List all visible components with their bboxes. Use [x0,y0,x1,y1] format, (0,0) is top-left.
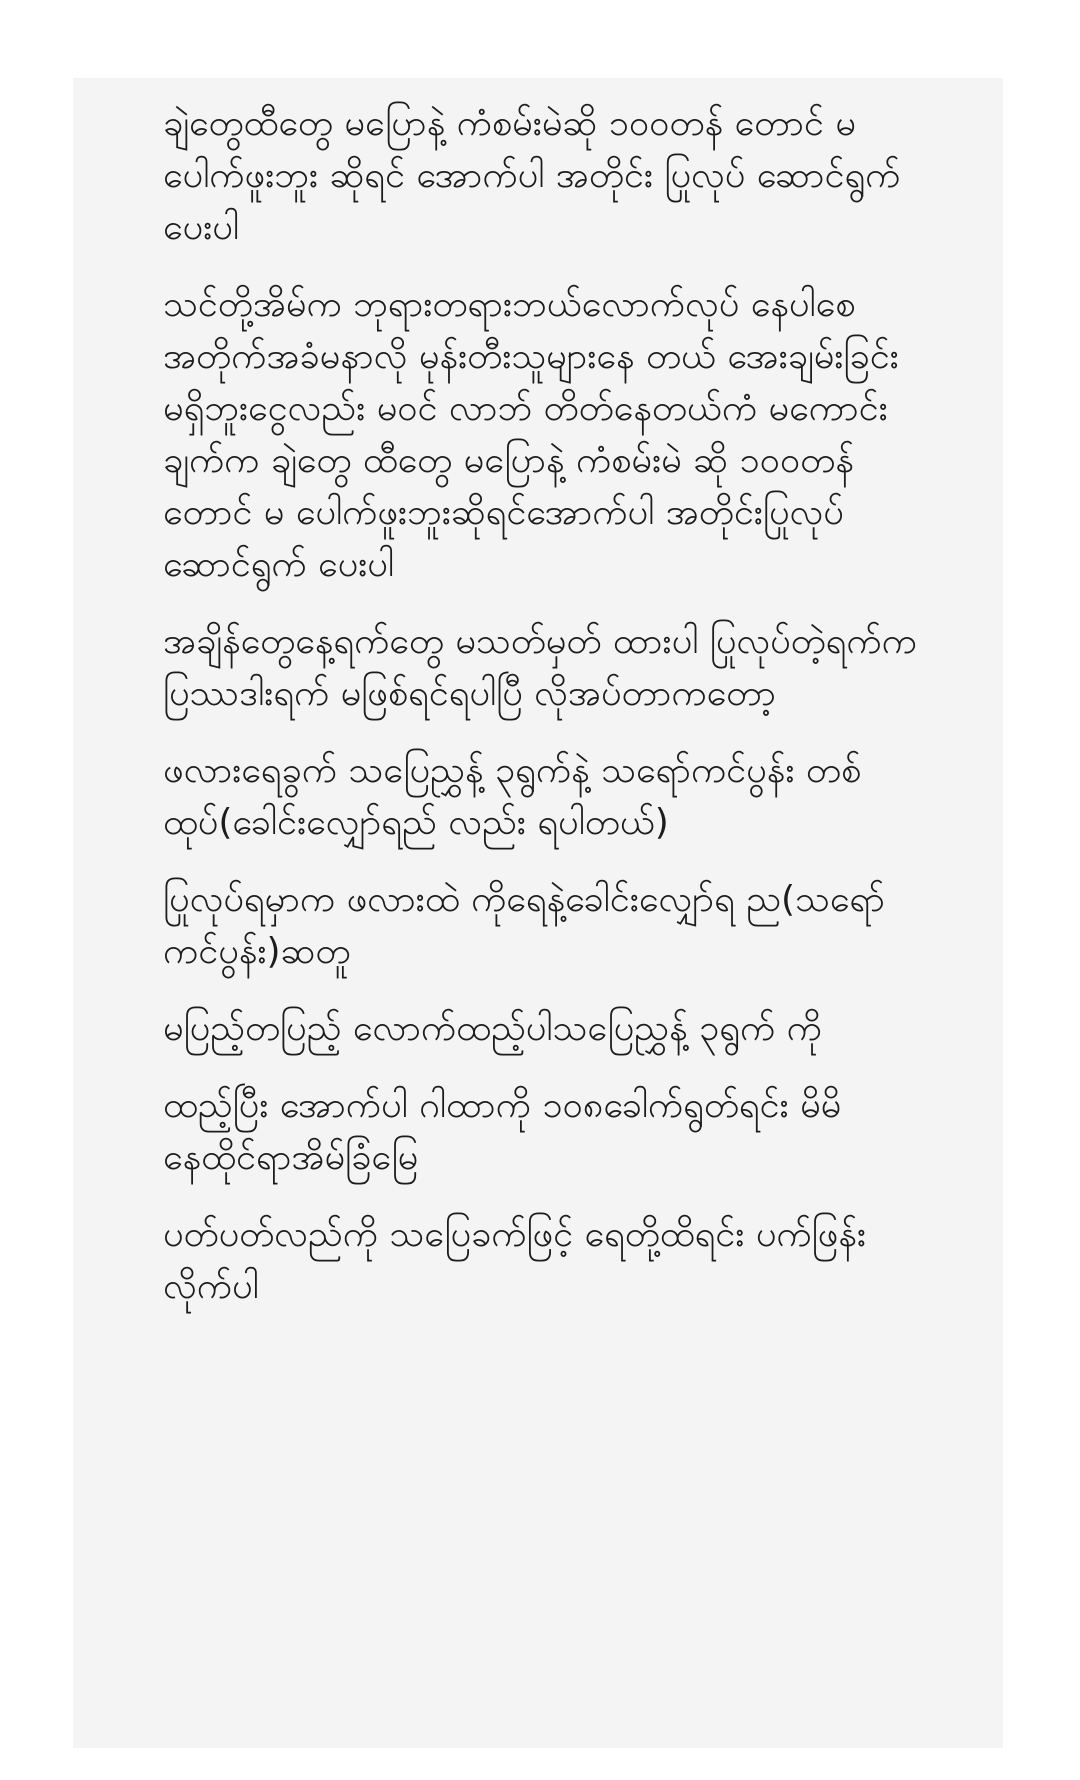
paragraph-4: ဖလားရေခွက် သပြေညွှန့် ၃ရွက်နဲ့ သရော်ကင်ပွန်း တစ်ထုပ်(ခေါင်းလျှော်ရည် လည်း ရပါတယ်) [163,750,862,843]
paragraph-8: ပတ်ပတ်လည်ကို သပြေခက်ဖြင့် ရေတို့ထိရင်း ပက်ဖြန်းလိုက်ပါ [163,1214,866,1307]
paragraph-2: သင်တို့အိမ်က ဘုရားတရားဘယ်လောက်လုပ် နေပါစေ အတိုက်အခံမနာလို မုန်းတီးသူများနေ တယ် အေးချမ်းခြင်း မရှိဘူးငွေလည်း မဝင် လာဘ် တိတ်နေတယ်ကံ မကောင်းချက်က ချဲတွေ ထီတွေ မပြောနဲ့ ကံစမ်းမဲ ဆို ၁၀၀တန်တောင် မ ပေါက်ဖူးဘူးဆိုရင်အောက်ပါ အတိုင်းပြုလုပ် ဆောင်ရွက် ပေးပါ [163,284,899,585]
paragraph-6: မပြည့်တပြည့် လောက်ထည့်ပါသပြေညွှန့် ၃ရွက် ကို [163,1008,822,1049]
paragraph-7: ထည့်ပြီး အောက်ပါ ဂါထာကို ၁၀၈ခေါက်ရွတ်ရင်း မိမိနေထိုင်ရာအိမ်ခြံမြေ [163,1085,842,1178]
paragraph-1: ချဲတွေထီတွေ မပြောနဲ့ ကံစမ်းမဲဆို ၁၀၀တန် တောင် မပေါက်ဖူးဘူး ဆိုရင် အောက်ပါ အတိုင်း ပြုလုပ် ဆောင်ရွက် ပေးပါ [163,103,901,248]
document-card [73,78,1003,1748]
paragraph-5: ပြုလုပ်ရမှာက ဖလားထဲ ကိုရေနဲ့ခေါင်းလျှော်ရ ည(သရော်ကင်ပွန်း)ဆတူ [163,879,885,972]
paragraph-3: အချိန်တွေနေ့ရက်တွေ မသတ်မှတ် ထားပါ ပြုလုပ်တဲ့ရက်က ပြဿဒါးရက် မဖြစ်ရင်ရပါပြီ လိုအပ်တာကတော့ [163,621,917,714]
